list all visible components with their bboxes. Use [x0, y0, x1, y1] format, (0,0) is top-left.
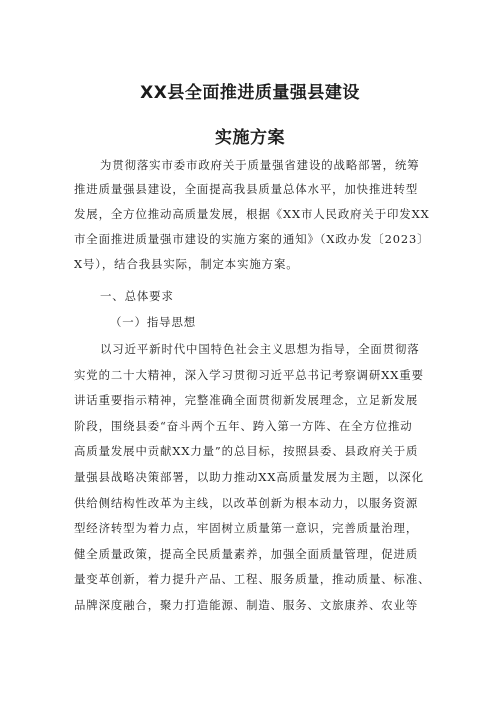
intro-line: 发展，全方位推动高质量发展，根据《XX市人民政府关于印发XX: [74, 207, 430, 221]
guiding-line: 阶段，围绕县委“奋斗两个五年、跨入第一方阵、在全方位推动: [74, 419, 413, 433]
intro-line: 推进质量强县建设，全面提高我县质量总体水平，加快推进转型: [74, 182, 419, 196]
guiding-line: 以习近平新时代中国特色社会主义思想为指导，全面贯彻落: [100, 342, 420, 356]
guiding-line: 供给侧结构性改革为主线，以改革创新为根本动力，以服务资源: [74, 496, 419, 510]
guiding-line: 讲话重要指示精神，完整准确全面贯彻新发展理念，立足新发展: [74, 393, 419, 407]
guiding-line: 品牌深度融合，聚力打造能源、制造、服务、文旅康养、农业等: [74, 598, 419, 612]
subsection-heading: （一）指导思想: [110, 315, 197, 329]
guiding-line: 健全质量政策，提高全民质量素养，加强全面质量管理，促进质: [74, 547, 419, 561]
guiding-line: 实党的二十大精神，深入学习贯彻习近平总书记考察调研XX重要: [74, 368, 424, 382]
intro-line: 市全面推进质量强市建设的实施方案的通知》（X政办发〔2023〕: [74, 232, 430, 246]
document-title: XX县全面推进质量强县建设: [140, 83, 360, 103]
document-subtitle: 实施方案: [215, 128, 285, 148]
guiding-line: 量变革创新，着力提升产品、工程、服务质量，推动质量、标准、: [74, 572, 431, 586]
intro-line: 为贯彻落实市委市政府关于质量强省建设的战略部署，统筹: [100, 158, 420, 172]
guiding-line: 量强县战略决策部署，以助力推动XX高质量发展为主题，以深化: [74, 470, 424, 484]
intro-line: X号），结合我县实际，制定本实施方案。: [74, 257, 299, 271]
section-heading: 一、总体要求: [100, 289, 174, 303]
guiding-line: 高质量发展中贡献XX力量”的总目标，按照县委、县政府关于质: [74, 444, 419, 458]
guiding-line: 型经济转型为着力点，牢固树立质量第一意识，完善质量治理，: [74, 521, 419, 535]
